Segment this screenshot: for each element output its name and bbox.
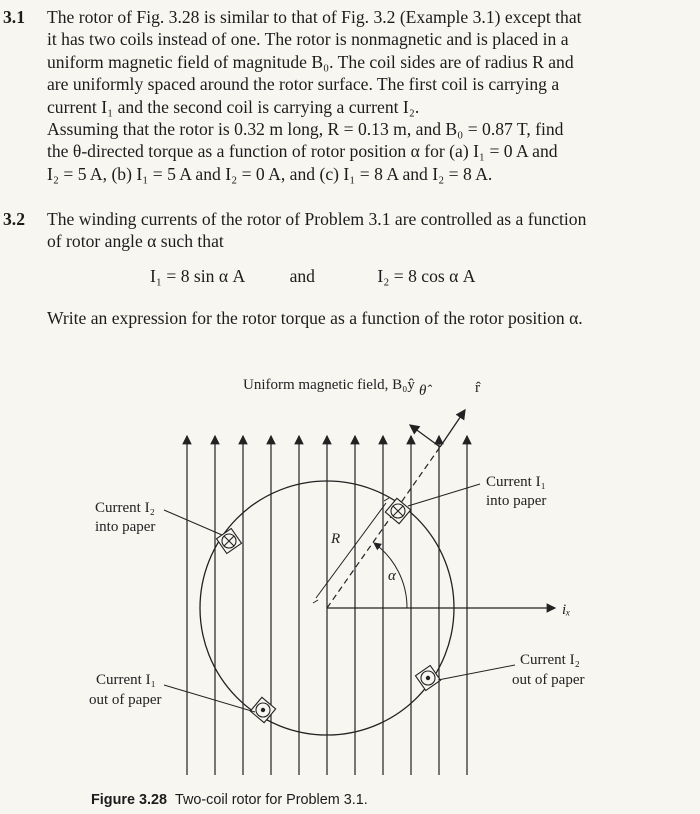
field-lines — [187, 436, 467, 775]
coil-i1-in — [385, 498, 410, 523]
text-line: are uniformly spaced around the rotor surface. The first coil is carrying a — [47, 74, 560, 95]
coil-i2-in-label: Current I₂ — [95, 500, 155, 516]
equation-and: and — [289, 266, 315, 286]
leader-i1-out — [164, 685, 255, 712]
figure-caption — [91, 792, 368, 808]
coil-i2-out — [415, 665, 440, 690]
theta-hat-label: θ̂ — [419, 383, 427, 399]
caption-number: Figure 3.28 — [91, 792, 167, 808]
coil-i2-in — [216, 528, 241, 553]
text-line: The winding currents of the rotor of Problem 3.1 are controlled as a function — [47, 209, 587, 229]
leader-lines — [164, 484, 515, 712]
coil-i2-out-label: Current I₂ — [520, 652, 580, 668]
alpha-label: α — [388, 568, 396, 584]
text-line: the θ-directed torque as a function of rotor position α for (a) I₁ = 0 A and — [47, 141, 558, 162]
r-hat-label: r̂ — [475, 380, 480, 396]
field-label: Uniform magnetic field, B₀ŷ — [243, 377, 415, 393]
text-line: of rotor angle α such that — [47, 231, 224, 252]
problem-number: 3.2 — [3, 209, 25, 229]
coil-i1-in-label: into paper — [486, 493, 547, 509]
equation-i2: I₂ = 8 cos α A — [377, 266, 476, 286]
leader-i2-in — [164, 510, 222, 535]
text-line: I₂ = 5 A, (b) I₁ = 5 A and I₂ = 0 A, and (c) I₁ = 8 A and I₂ = 8 A. — [47, 163, 493, 184]
text-line: uniform magnetic field of magnitude B₀. The coil sides are of radius R and — [47, 51, 574, 72]
coil-i2-in-label: into paper — [95, 519, 156, 535]
coil-i1-out-label: Current I₁ — [96, 672, 156, 688]
coil-i1-in-label: Current I₁ — [486, 474, 546, 490]
leader-i2-out — [438, 665, 515, 680]
r-hat-arrow — [440, 410, 465, 447]
coil-i1-out — [250, 697, 275, 722]
text-line: Assuming that the rotor is 0.32 m long, R = 0.13 m, and B₀ = 0.87 T, find — [47, 119, 564, 140]
text-line: The rotor of Fig. 3.28 is similar to that of Fig. 3.2 (Example 3.1) except that — [47, 7, 582, 27]
caption-text: Two-coil rotor for Problem 3.1. — [174, 792, 368, 808]
ix-label: iₓ — [562, 602, 571, 618]
radius-label: R — [331, 531, 341, 547]
problem-number: 3.1 — [3, 7, 25, 27]
theta-hat-arrow — [410, 425, 440, 447]
text-line: current I₁ and the second coil is carrying a current I₂. — [47, 96, 420, 117]
equation-i1: I₁ = 8 sin α A — [150, 266, 246, 286]
instruction-text: Write an expression for the rotor torque as a function of the rotor position α. — [47, 308, 583, 328]
text-line: it has two coils instead of one. The rotor is nonmagnetic and is placed in a — [47, 29, 569, 50]
leader-i1-in — [408, 484, 480, 506]
coil-i1-out-label: out of paper — [89, 692, 162, 708]
coil-i2-out-label: out of paper — [512, 672, 585, 688]
